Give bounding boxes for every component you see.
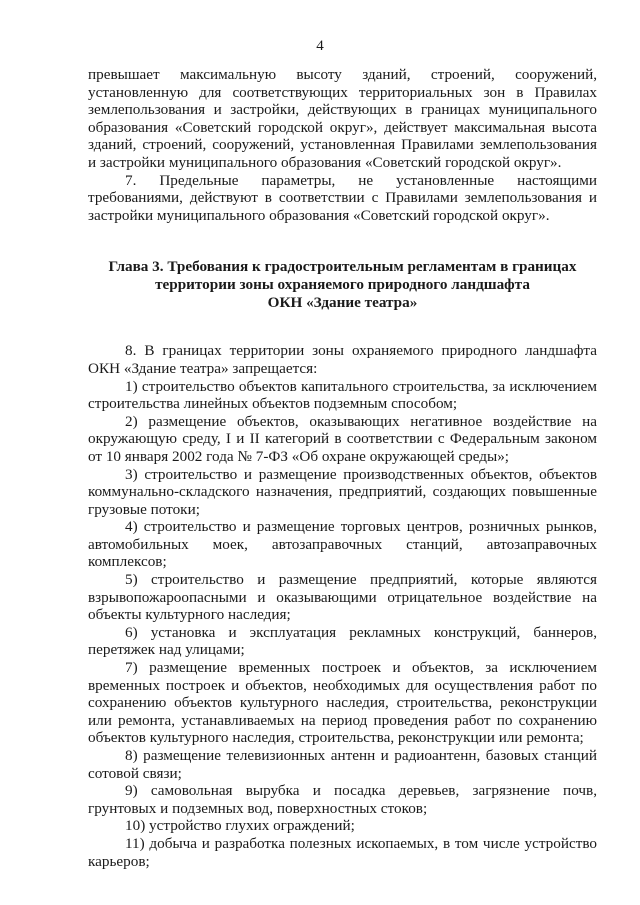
chapter-heading — [88, 258, 597, 312]
list-item-9: 9) самовольная вырубка и посадка деревьев, загрязнение почв, грунтовых и подземных вод, поверхностных стоков; — [88, 782, 597, 817]
list-item-10: 10) устройство глухих ограждений; — [125, 817, 355, 835]
list-item-4: 4) строительство и размещение торговых центров, розничных рынков, автомобильных моек, автозаправочных станций, автозаправочных комплексов; — [88, 518, 597, 571]
chapter-heading-line-1: Глава 3. Требования к градостроительным регламентам в границах — [108, 258, 577, 276]
chapter-heading-line-3: ОКН «Здание театра» — [267, 294, 418, 312]
list-item-6: 6) установка и эксплуатация рекламных конструкций, баннеров, перетяжек над улицами; — [88, 623, 597, 659]
list-item-3: 3) строительство и размещение производственных объектов, объектов коммунально-складского назначения, предприятий, создающих повышенные грузовые потоки; — [88, 465, 597, 518]
paragraph-continuation: превышает максимальную высоту зданий, строений, сооружений, установленную для соответствующих территориальных зон в Правилах землепользования и застройки, действующих в границах муниципального образования «Советский городской округ», действует максимальная высота зданий, строений, сооружений, установленная Правилами землепользования и застройки муниципального образования «Советский городской округ». — [88, 66, 597, 171]
paragraph-item-8: 8. В границах территории зоны охраняемого природного ландшафта ОКН «Здание театра» запрещается: — [88, 342, 597, 377]
list-item-1: 1) строительство объектов капитального строительства, за исключением строительства линейных объектов подземным способом; — [88, 377, 597, 413]
paragraph-item-7: 7. Предельные параметры, не установленные настоящими требованиями, действуют в соответствии с Правилами землепользования и застройки муниципального образования «Советский городской округ». — [88, 171, 597, 224]
document-body — [88, 66, 597, 870]
list-item-2: 2) размещение объектов, оказывающих негативное воздействие на окружающую среду, I и II категорий в соответствии с Федеральным законом от 10 января 2002 года № 7-ФЗ «Об охране окружающей среды»; — [88, 412, 597, 465]
list-item-7: 7) размещение временных построек и объектов, за исключением временных построек и объектов, необходимых для осуществления работ по сохранению объектов культурного наследия, строительства, реконструкции или ремонта, устанавливаемых на период проведения работ по сохранению объектов культурного наследия, строительства, реконструкции или ремонта; — [88, 659, 597, 747]
page-number: 4 — [316, 38, 324, 54]
list-item-5: 5) строительство и размещение предприятий, которые являются взрывопожароопасными и оказывающими отрицательное воздействие на объекты культурного наследия; — [88, 571, 597, 624]
chapter-heading-line-2: территории зоны охраняемого природного ландшафта — [155, 276, 530, 294]
list-item-8: 8) размещение телевизионных антенн и радиоантенн, базовых станций сотовой связи; — [88, 747, 597, 782]
list-item-11: 11) добыча и разработка полезных ископаемых, в том числе устройство карьеров; — [88, 834, 597, 870]
